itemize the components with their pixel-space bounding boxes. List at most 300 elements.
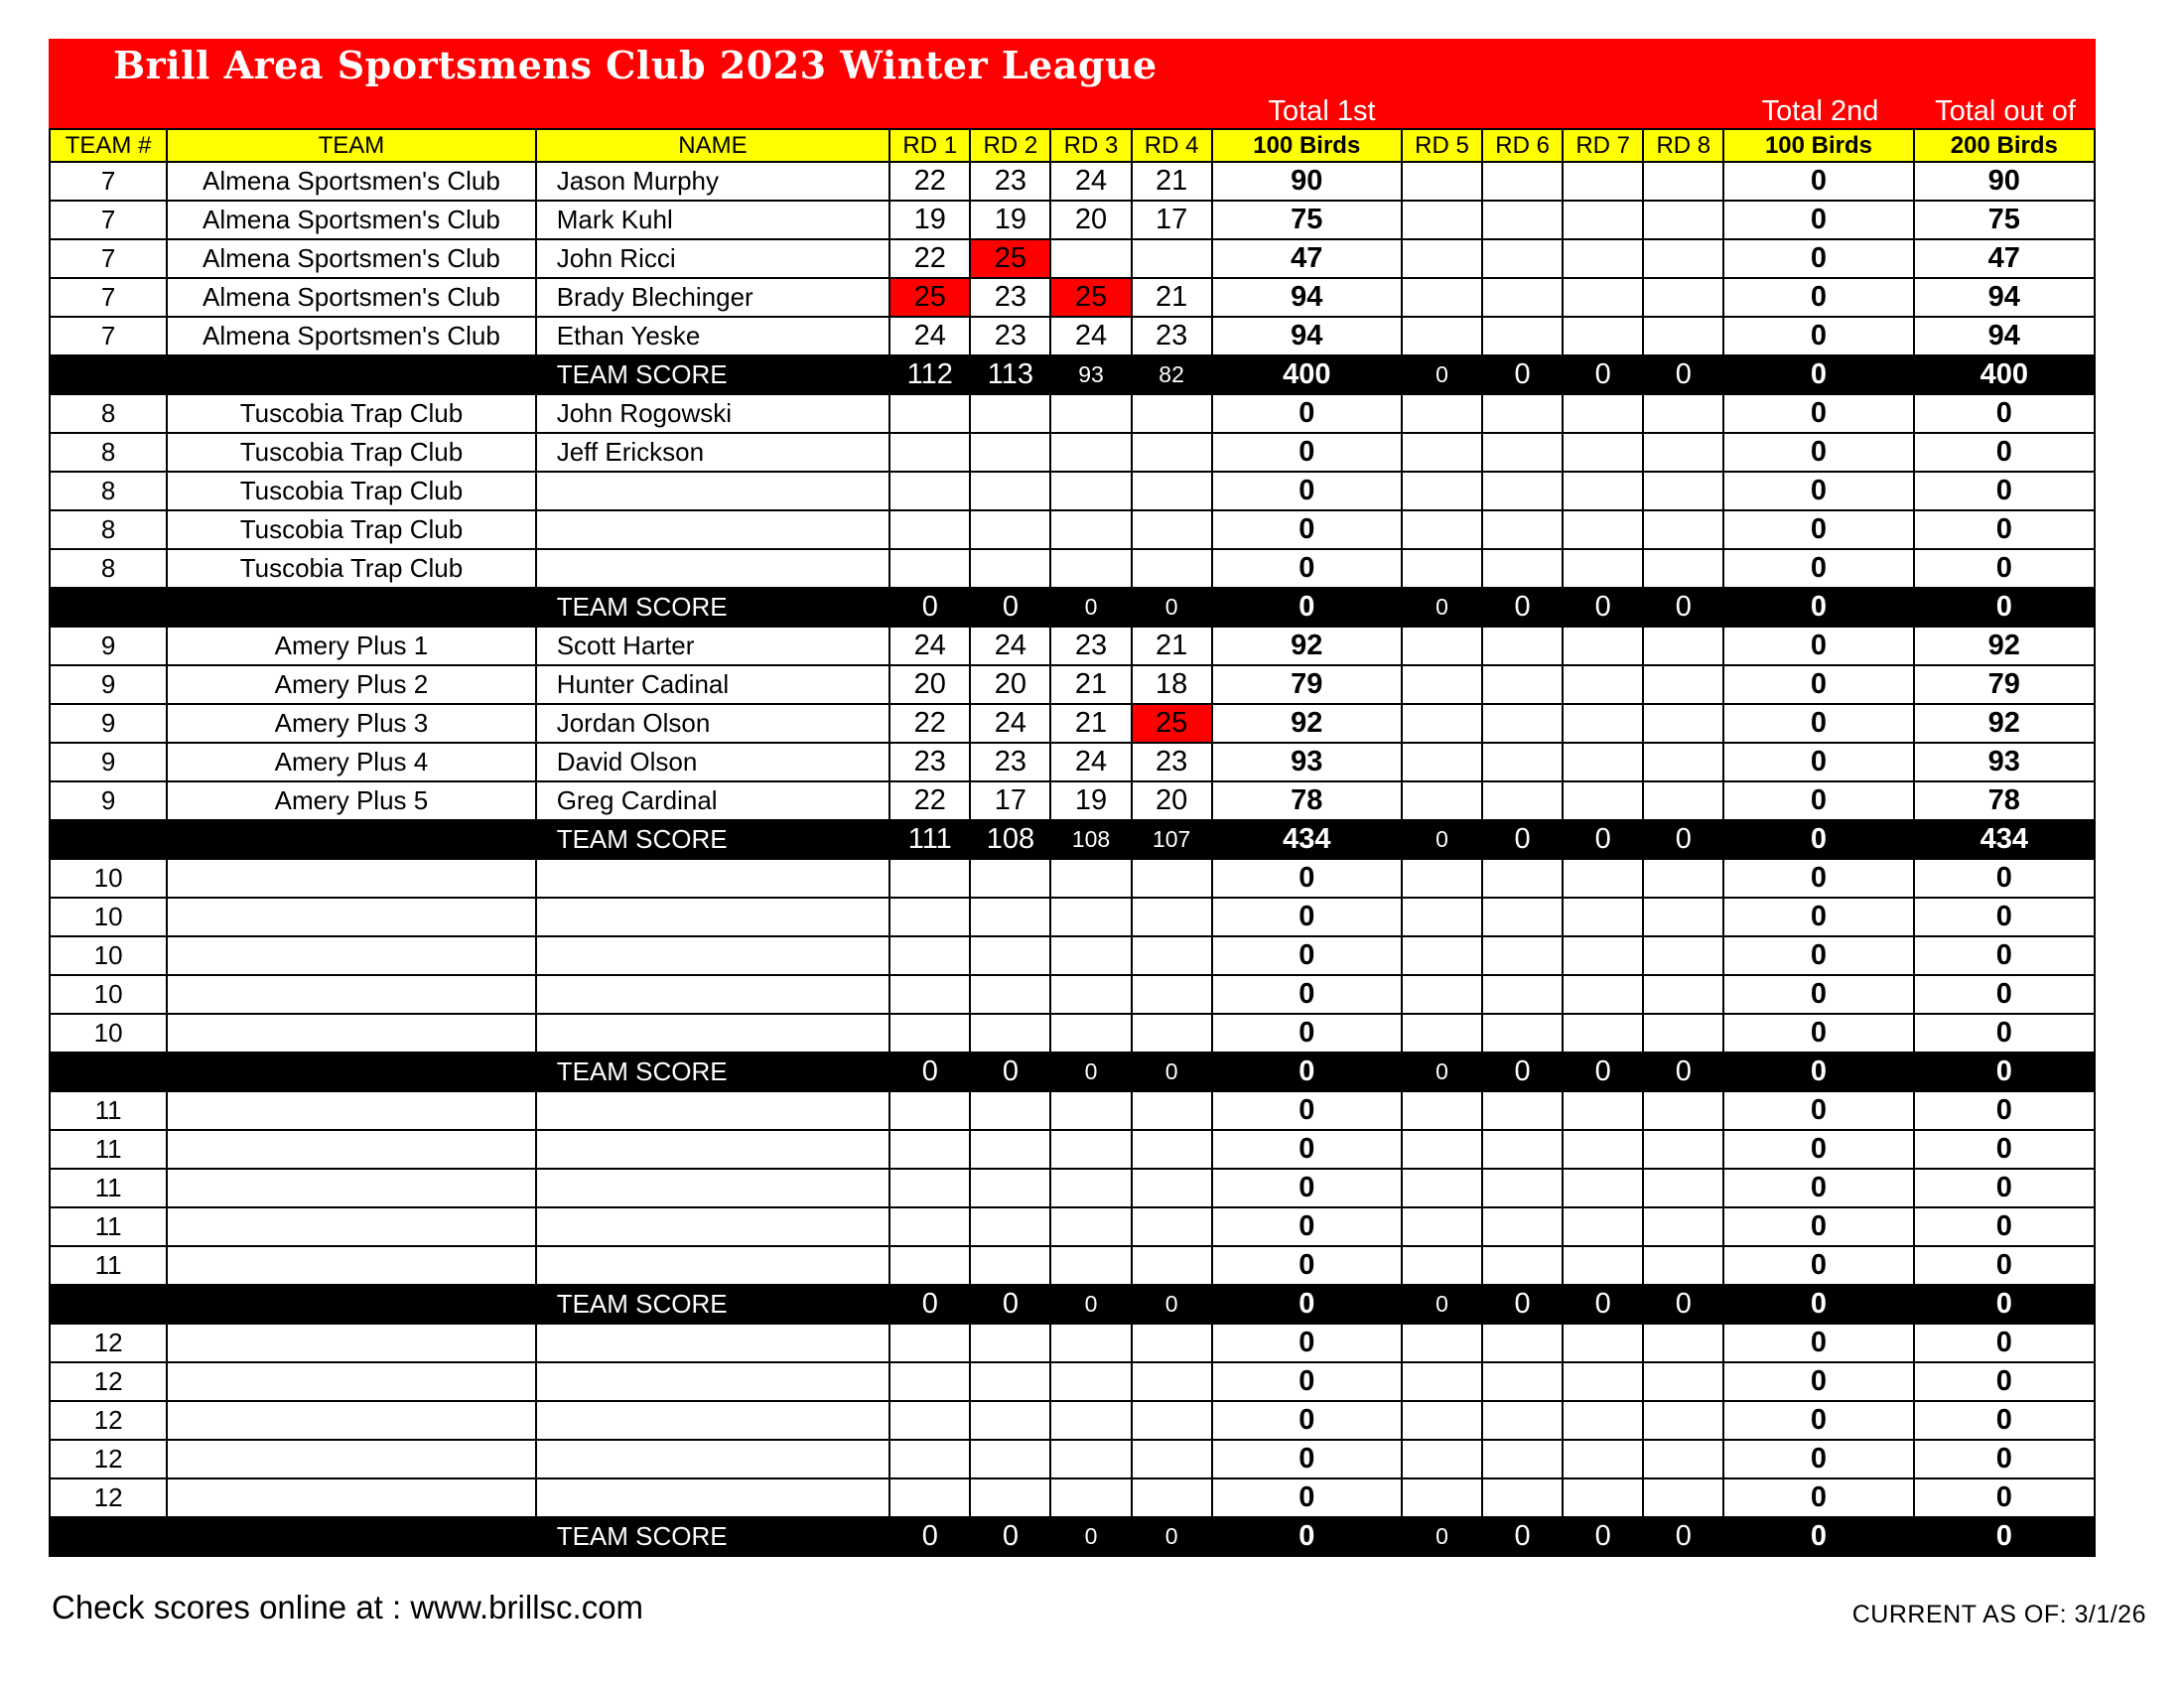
team-score-label: TEAM SCORE bbox=[536, 1517, 890, 1556]
round-score-cell bbox=[1050, 1324, 1131, 1362]
team-round-score: 0 bbox=[1132, 1517, 1212, 1556]
team-cell: Tuscobia Trap Club bbox=[167, 549, 536, 588]
round-score-cell bbox=[1050, 936, 1131, 975]
total-first-cell: 0 bbox=[1212, 1246, 1402, 1285]
total-all-cell: 94 bbox=[1914, 317, 2095, 355]
total-all-cell: 0 bbox=[1914, 898, 2095, 936]
name-cell: Hunter Cadinal bbox=[536, 665, 890, 704]
total-second-cell: 0 bbox=[1723, 1401, 1913, 1440]
round-score-cell: 25 bbox=[1132, 704, 1212, 743]
empty-cell bbox=[50, 588, 167, 627]
total-first-cell: 0 bbox=[1212, 433, 1402, 472]
table-row bbox=[50, 472, 2095, 510]
round-score-cell bbox=[889, 936, 970, 975]
team-total-all: 434 bbox=[1914, 820, 2095, 859]
round-score-cell bbox=[1643, 627, 1723, 665]
round-score-cell bbox=[1402, 1130, 1482, 1169]
team-cell bbox=[167, 1362, 536, 1401]
round-score-cell bbox=[970, 1440, 1050, 1478]
round-score-cell bbox=[1402, 704, 1482, 743]
round-score-cell bbox=[1482, 278, 1563, 317]
table-row bbox=[50, 510, 2095, 549]
total-first-cell: 94 bbox=[1212, 278, 1402, 317]
team-number-cell: 10 bbox=[50, 975, 167, 1014]
round-score-cell bbox=[1132, 1478, 1212, 1517]
total-first-cell: 0 bbox=[1212, 1091, 1402, 1130]
table-row bbox=[50, 278, 2095, 317]
round-score-cell bbox=[1402, 1246, 1482, 1285]
table-row bbox=[50, 1091, 2095, 1130]
total-all-cell: 0 bbox=[1914, 394, 2095, 433]
round-score-cell bbox=[970, 1362, 1050, 1401]
round-score-cell bbox=[970, 1207, 1050, 1246]
team-total-second: 0 bbox=[1723, 1285, 1913, 1324]
team-round-score: 0 bbox=[970, 588, 1050, 627]
round-score-cell bbox=[1563, 317, 1643, 355]
round-score-cell bbox=[1402, 201, 1482, 239]
scores-table bbox=[49, 128, 2096, 1557]
table-row bbox=[50, 665, 2095, 704]
round-score-cell bbox=[1402, 1207, 1482, 1246]
team-number-cell: 10 bbox=[50, 1014, 167, 1053]
round-score-cell bbox=[970, 859, 1050, 898]
total-all-cell: 92 bbox=[1914, 627, 2095, 665]
round-score-cell bbox=[1643, 898, 1723, 936]
round-score-cell bbox=[1050, 1169, 1131, 1207]
round-score-cell bbox=[1563, 549, 1643, 588]
total-all-cell: 94 bbox=[1914, 278, 2095, 317]
name-cell bbox=[536, 549, 890, 588]
name-cell bbox=[536, 1169, 890, 1207]
round-score-cell bbox=[1050, 1362, 1131, 1401]
round-score-cell: 24 bbox=[889, 627, 970, 665]
team-cell bbox=[167, 1169, 536, 1207]
round-score-cell bbox=[1050, 1091, 1131, 1130]
round-score-cell bbox=[1132, 549, 1212, 588]
round-score-cell bbox=[1643, 704, 1723, 743]
name-cell bbox=[536, 472, 890, 510]
round-score-cell bbox=[1643, 859, 1723, 898]
round-score-cell bbox=[889, 1130, 970, 1169]
round-score-cell bbox=[1482, 1362, 1563, 1401]
team-total-all: 0 bbox=[1914, 1285, 2095, 1324]
round-score-cell bbox=[1563, 472, 1643, 510]
round-score-cell bbox=[1563, 394, 1643, 433]
title-bar bbox=[49, 39, 2096, 128]
total-all-cell: 75 bbox=[1914, 201, 2095, 239]
team-number-cell: 11 bbox=[50, 1169, 167, 1207]
column-header: RD 3 bbox=[1050, 129, 1131, 162]
total-second-cell: 0 bbox=[1723, 1169, 1913, 1207]
empty-cell bbox=[50, 1285, 167, 1324]
round-score-cell: 22 bbox=[889, 704, 970, 743]
round-score-cell bbox=[1643, 1091, 1723, 1130]
team-cell: Tuscobia Trap Club bbox=[167, 510, 536, 549]
team-round-score: 0 bbox=[1050, 1517, 1131, 1556]
team-total-first: 434 bbox=[1212, 820, 1402, 859]
total-second-cell: 0 bbox=[1723, 627, 1913, 665]
round-score-cell bbox=[1643, 1207, 1723, 1246]
round-score-cell bbox=[1482, 394, 1563, 433]
round-score-cell: 25 bbox=[1050, 278, 1131, 317]
round-score-cell bbox=[1050, 1014, 1131, 1053]
round-score-cell bbox=[889, 859, 970, 898]
round-score-cell bbox=[1132, 1324, 1212, 1362]
column-header: NAME bbox=[536, 129, 890, 162]
round-score-cell: 21 bbox=[1050, 704, 1131, 743]
total-all-cell: 0 bbox=[1914, 1440, 2095, 1478]
name-cell bbox=[536, 1130, 890, 1169]
total-second-cell: 0 bbox=[1723, 743, 1913, 781]
round-score-cell bbox=[1643, 472, 1723, 510]
total-first-cell: 0 bbox=[1212, 898, 1402, 936]
team-number-cell: 12 bbox=[50, 1401, 167, 1440]
round-score-cell bbox=[1643, 1401, 1723, 1440]
team-cell bbox=[167, 1207, 536, 1246]
table-row bbox=[50, 781, 2095, 820]
round-score-cell bbox=[1402, 510, 1482, 549]
round-score-cell bbox=[1050, 1401, 1131, 1440]
total-first-cell: 90 bbox=[1212, 162, 1402, 201]
round-score-cell bbox=[1563, 975, 1643, 1014]
round-score-cell bbox=[1643, 1014, 1723, 1053]
team-round-score: 0 bbox=[970, 1053, 1050, 1091]
team-total-first: 0 bbox=[1212, 588, 1402, 627]
round-score-cell bbox=[1132, 936, 1212, 975]
column-header: RD 4 bbox=[1132, 129, 1212, 162]
team-total-second: 0 bbox=[1723, 588, 1913, 627]
round-score-cell bbox=[889, 472, 970, 510]
round-score-cell: 21 bbox=[1132, 627, 1212, 665]
table-row bbox=[50, 1440, 2095, 1478]
team-cell: Almena Sportsmen's Club bbox=[167, 239, 536, 278]
round-score-cell bbox=[1050, 549, 1131, 588]
table-row bbox=[50, 201, 2095, 239]
round-score-cell bbox=[1482, 859, 1563, 898]
total-first-cell: 0 bbox=[1212, 1401, 1402, 1440]
team-cell: Amery Plus 3 bbox=[167, 704, 536, 743]
team-round-score: 0 bbox=[1132, 588, 1212, 627]
total-all-cell: 0 bbox=[1914, 433, 2095, 472]
round-score-cell bbox=[1050, 394, 1131, 433]
table-row bbox=[50, 859, 2095, 898]
team-total-first: 0 bbox=[1212, 1285, 1402, 1324]
name-cell: Greg Cardinal bbox=[536, 781, 890, 820]
name-cell bbox=[536, 1246, 890, 1285]
round-score-cell bbox=[1132, 1091, 1212, 1130]
total-second-cell: 0 bbox=[1723, 898, 1913, 936]
round-score-cell bbox=[1482, 1478, 1563, 1517]
name-cell: Ethan Yeske bbox=[536, 317, 890, 355]
team-cell bbox=[167, 1440, 536, 1478]
round-score-cell bbox=[1563, 1324, 1643, 1362]
header-total-first: Total 1st bbox=[1268, 95, 1376, 127]
table-row bbox=[50, 627, 2095, 665]
round-score-cell: 24 bbox=[970, 704, 1050, 743]
column-header: 100 Birds bbox=[1723, 129, 1913, 162]
total-second-cell: 0 bbox=[1723, 1324, 1913, 1362]
table-row bbox=[50, 549, 2095, 588]
round-score-cell bbox=[1482, 1246, 1563, 1285]
name-cell bbox=[536, 510, 890, 549]
team-round-score: 0 bbox=[1563, 1517, 1643, 1556]
team-round-score: 0 bbox=[1050, 588, 1131, 627]
team-number-cell: 10 bbox=[50, 898, 167, 936]
team-total-second: 0 bbox=[1723, 1053, 1913, 1091]
team-score-row bbox=[50, 1285, 2095, 1324]
team-total-all: 0 bbox=[1914, 1517, 2095, 1556]
total-second-cell: 0 bbox=[1723, 1362, 1913, 1401]
round-score-cell bbox=[1563, 859, 1643, 898]
round-score-cell bbox=[1402, 1014, 1482, 1053]
team-round-score: 0 bbox=[1132, 1285, 1212, 1324]
total-all-cell: 0 bbox=[1914, 1478, 2095, 1517]
total-first-cell: 0 bbox=[1212, 1362, 1402, 1401]
team-score-row bbox=[50, 588, 2095, 627]
round-score-cell bbox=[1132, 1246, 1212, 1285]
team-number-cell: 11 bbox=[50, 1207, 167, 1246]
round-score-cell bbox=[1563, 278, 1643, 317]
team-round-score: 82 bbox=[1132, 355, 1212, 394]
team-total-all: 0 bbox=[1914, 588, 2095, 627]
round-score-cell bbox=[970, 1014, 1050, 1053]
round-score-cell bbox=[1482, 1014, 1563, 1053]
round-score-cell: 23 bbox=[889, 743, 970, 781]
round-score-cell bbox=[889, 1440, 970, 1478]
team-number-cell: 10 bbox=[50, 859, 167, 898]
round-score-cell bbox=[889, 1207, 970, 1246]
round-score-cell bbox=[1482, 1169, 1563, 1207]
round-score-cell bbox=[1563, 781, 1643, 820]
team-cell bbox=[167, 898, 536, 936]
round-score-cell bbox=[1050, 433, 1131, 472]
total-all-cell: 0 bbox=[1914, 472, 2095, 510]
team-number-cell: 7 bbox=[50, 317, 167, 355]
round-score-cell bbox=[970, 1169, 1050, 1207]
round-score-cell bbox=[1563, 433, 1643, 472]
total-first-cell: 79 bbox=[1212, 665, 1402, 704]
total-all-cell: 0 bbox=[1914, 1014, 2095, 1053]
empty-cell bbox=[167, 1517, 536, 1556]
round-score-cell: 20 bbox=[889, 665, 970, 704]
total-first-cell: 78 bbox=[1212, 781, 1402, 820]
total-second-cell: 0 bbox=[1723, 201, 1913, 239]
round-score-cell bbox=[1643, 201, 1723, 239]
total-all-cell: 78 bbox=[1914, 781, 2095, 820]
table-row bbox=[50, 1362, 2095, 1401]
team-score-row bbox=[50, 1517, 2095, 1556]
column-header: 100 Birds bbox=[1212, 129, 1402, 162]
round-score-cell: 23 bbox=[970, 278, 1050, 317]
team-cell: Almena Sportsmen's Club bbox=[167, 278, 536, 317]
empty-cell bbox=[50, 820, 167, 859]
table-row bbox=[50, 1130, 2095, 1169]
total-all-cell: 79 bbox=[1914, 665, 2095, 704]
total-second-cell: 0 bbox=[1723, 278, 1913, 317]
team-round-score: 0 bbox=[1482, 820, 1563, 859]
total-second-cell: 0 bbox=[1723, 510, 1913, 549]
round-score-cell bbox=[1643, 975, 1723, 1014]
team-cell: Almena Sportsmen's Club bbox=[167, 317, 536, 355]
round-score-cell bbox=[1132, 1169, 1212, 1207]
total-second-cell: 0 bbox=[1723, 317, 1913, 355]
total-first-cell: 94 bbox=[1212, 317, 1402, 355]
table-row bbox=[50, 1014, 2095, 1053]
total-second-cell: 0 bbox=[1723, 162, 1913, 201]
team-number-cell: 12 bbox=[50, 1324, 167, 1362]
empty-cell bbox=[167, 820, 536, 859]
round-score-cell bbox=[970, 1324, 1050, 1362]
round-score-cell bbox=[1643, 1169, 1723, 1207]
round-score-cell bbox=[1402, 627, 1482, 665]
round-score-cell bbox=[970, 549, 1050, 588]
round-score-cell: 25 bbox=[970, 239, 1050, 278]
round-score-cell bbox=[1563, 1478, 1643, 1517]
team-round-score: 112 bbox=[889, 355, 970, 394]
table-row bbox=[50, 1478, 2095, 1517]
round-score-cell bbox=[1132, 1362, 1212, 1401]
name-cell bbox=[536, 1091, 890, 1130]
round-score-cell bbox=[1402, 781, 1482, 820]
total-first-cell: 0 bbox=[1212, 510, 1402, 549]
name-cell: Brady Blechinger bbox=[536, 278, 890, 317]
round-score-cell bbox=[1563, 665, 1643, 704]
team-round-score: 0 bbox=[1402, 1285, 1482, 1324]
round-score-cell bbox=[1132, 1207, 1212, 1246]
round-score-cell bbox=[1643, 781, 1723, 820]
team-total-first: 0 bbox=[1212, 1053, 1402, 1091]
name-cell bbox=[536, 859, 890, 898]
round-score-cell: 22 bbox=[889, 781, 970, 820]
column-header: RD 8 bbox=[1643, 129, 1723, 162]
total-second-cell: 0 bbox=[1723, 1246, 1913, 1285]
round-score-cell: 23 bbox=[970, 317, 1050, 355]
total-all-cell: 0 bbox=[1914, 1401, 2095, 1440]
team-round-score: 0 bbox=[1643, 588, 1723, 627]
team-round-score: 0 bbox=[1563, 355, 1643, 394]
round-score-cell bbox=[970, 1091, 1050, 1130]
total-second-cell: 0 bbox=[1723, 975, 1913, 1014]
team-cell: Amery Plus 4 bbox=[167, 743, 536, 781]
round-score-cell bbox=[1643, 1324, 1723, 1362]
round-score-cell bbox=[1482, 975, 1563, 1014]
team-score-label: TEAM SCORE bbox=[536, 588, 890, 627]
team-round-score: 0 bbox=[1482, 1285, 1563, 1324]
team-round-score: 107 bbox=[1132, 820, 1212, 859]
round-score-cell bbox=[1563, 239, 1643, 278]
table-row bbox=[50, 1207, 2095, 1246]
total-second-cell: 0 bbox=[1723, 1014, 1913, 1053]
round-score-cell bbox=[1563, 201, 1643, 239]
round-score-cell bbox=[1482, 1324, 1563, 1362]
page-title: Brill Area Sportsmens Club 2023 Winter League bbox=[113, 43, 1158, 87]
round-score-cell bbox=[1402, 1169, 1482, 1207]
round-score-cell bbox=[1482, 201, 1563, 239]
name-cell: John Rogowski bbox=[536, 394, 890, 433]
round-score-cell bbox=[1402, 898, 1482, 936]
round-score-cell bbox=[1482, 1440, 1563, 1478]
round-score-cell: 22 bbox=[889, 162, 970, 201]
round-score-cell bbox=[1643, 394, 1723, 433]
round-score-cell bbox=[1643, 743, 1723, 781]
team-number-cell: 10 bbox=[50, 936, 167, 975]
team-number-cell: 9 bbox=[50, 704, 167, 743]
round-score-cell bbox=[1050, 510, 1131, 549]
round-score-cell bbox=[1402, 665, 1482, 704]
round-score-cell: 20 bbox=[1050, 201, 1131, 239]
team-round-score: 0 bbox=[889, 588, 970, 627]
round-score-cell: 23 bbox=[970, 743, 1050, 781]
team-cell: Almena Sportsmen's Club bbox=[167, 162, 536, 201]
round-score-cell bbox=[1050, 472, 1131, 510]
team-total-first: 400 bbox=[1212, 355, 1402, 394]
round-score-cell bbox=[1563, 162, 1643, 201]
team-number-cell: 9 bbox=[50, 781, 167, 820]
round-score-cell: 20 bbox=[1132, 781, 1212, 820]
round-score-cell bbox=[1402, 975, 1482, 1014]
table-row bbox=[50, 433, 2095, 472]
column-header: 200 Birds bbox=[1914, 129, 2095, 162]
total-all-cell: 0 bbox=[1914, 859, 2095, 898]
footer-current-as-of: CURRENT AS OF: 3/1/26 bbox=[1851, 1601, 2146, 1628]
team-round-score: 0 bbox=[1563, 588, 1643, 627]
name-cell: David Olson bbox=[536, 743, 890, 781]
round-score-cell: 18 bbox=[1132, 665, 1212, 704]
round-score-cell bbox=[889, 1014, 970, 1053]
round-score-cell: 23 bbox=[1132, 743, 1212, 781]
round-score-cell bbox=[889, 1401, 970, 1440]
round-score-cell bbox=[1643, 239, 1723, 278]
round-score-cell bbox=[1563, 510, 1643, 549]
round-score-cell: 21 bbox=[1132, 278, 1212, 317]
round-score-cell bbox=[889, 1362, 970, 1401]
round-score-cell: 17 bbox=[1132, 201, 1212, 239]
team-round-score: 0 bbox=[1643, 1285, 1723, 1324]
round-score-cell bbox=[1643, 1478, 1723, 1517]
team-round-score: 0 bbox=[1482, 588, 1563, 627]
table-row bbox=[50, 704, 2095, 743]
name-cell bbox=[536, 975, 890, 1014]
name-cell: Jason Murphy bbox=[536, 162, 890, 201]
team-round-score: 113 bbox=[970, 355, 1050, 394]
round-score-cell: 21 bbox=[1132, 162, 1212, 201]
round-score-cell bbox=[1482, 549, 1563, 588]
team-cell bbox=[167, 936, 536, 975]
total-second-cell: 0 bbox=[1723, 936, 1913, 975]
round-score-cell bbox=[970, 510, 1050, 549]
round-score-cell bbox=[970, 898, 1050, 936]
empty-cell bbox=[167, 355, 536, 394]
round-score-cell bbox=[1402, 1440, 1482, 1478]
round-score-cell bbox=[1402, 549, 1482, 588]
team-cell: Tuscobia Trap Club bbox=[167, 394, 536, 433]
name-cell bbox=[536, 1362, 890, 1401]
team-round-score: 0 bbox=[1643, 1517, 1723, 1556]
team-cell: Almena Sportsmen's Club bbox=[167, 201, 536, 239]
round-score-cell bbox=[1643, 1440, 1723, 1478]
table-row bbox=[50, 239, 2095, 278]
round-score-cell bbox=[1563, 1440, 1643, 1478]
team-cell bbox=[167, 1130, 536, 1169]
round-score-cell bbox=[1482, 627, 1563, 665]
round-score-cell bbox=[1402, 162, 1482, 201]
total-second-cell: 0 bbox=[1723, 704, 1913, 743]
round-score-cell bbox=[1643, 1246, 1723, 1285]
team-round-score: 93 bbox=[1050, 355, 1131, 394]
total-all-cell: 47 bbox=[1914, 239, 2095, 278]
total-second-cell: 0 bbox=[1723, 239, 1913, 278]
column-header: RD 2 bbox=[970, 129, 1050, 162]
